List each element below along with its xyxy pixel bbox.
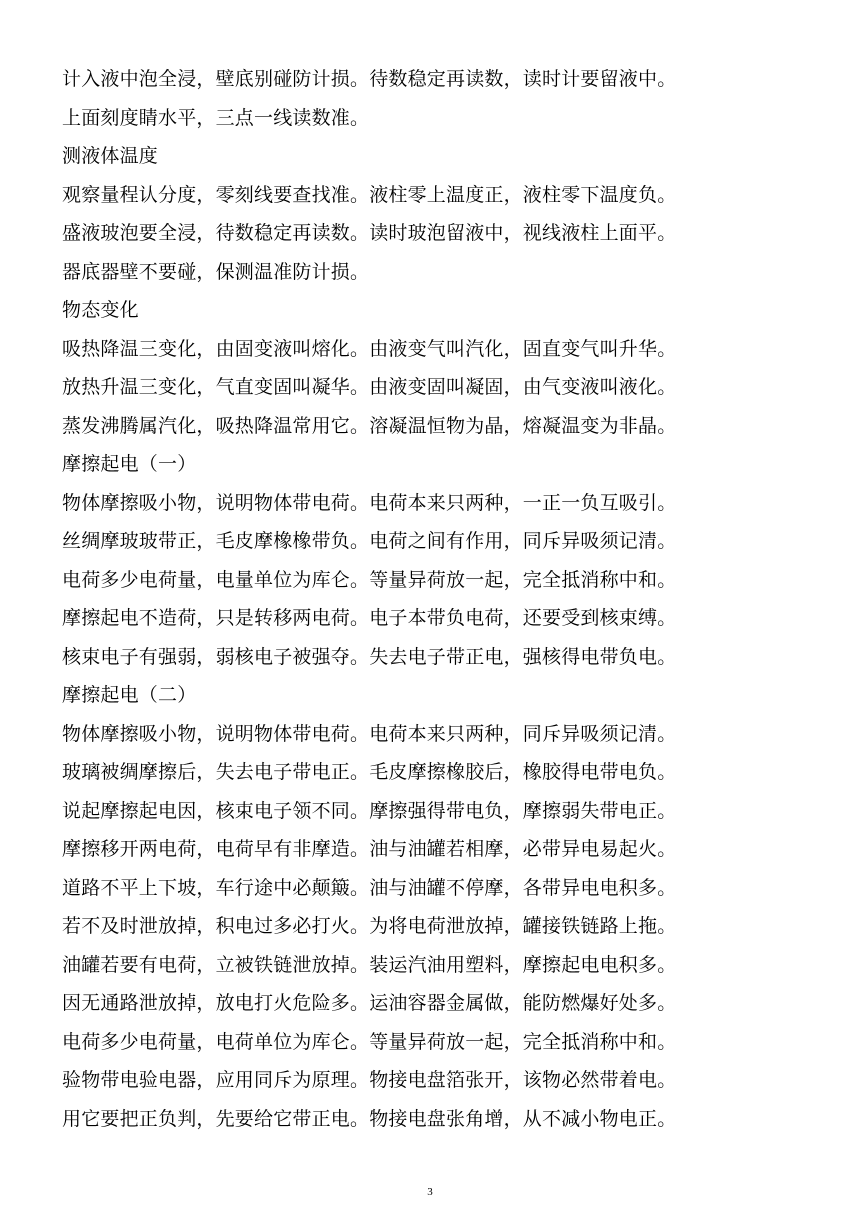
text-line: 蒸发沸腾属汽化，吸热降温常用它。溶凝温恒物为晶，熔凝温变为非晶。: [62, 414, 677, 437]
text-line: 核束电子有强弱，弱核电子被强夺。失去电子带正电，强核得电带负电。: [62, 645, 677, 668]
text-line: 油罐若要有电荷，立被铁链泄放掉。装运汽油用塑料，摩擦起电电积多。: [62, 953, 677, 976]
text-line: 吸热降温三变化，由固变液叫熔化。由液变气叫汽化，固直变气叫升华。: [62, 337, 677, 360]
text-line: 道路不平上下坡，车行途中必颠簸。油与油罐不停摩，各带异电电积多。: [62, 876, 677, 899]
section-heading: 物态变化: [62, 299, 139, 321]
text-line: 玻璃被绸摩擦后，失去电子带电正。毛皮摩擦橡胶后，橡胶得电带电负。: [62, 761, 677, 783]
text-line: 物体摩擦吸小物，说明物体带电荷。电荷本来只两种，一正一负互吸引。: [62, 491, 677, 514]
section-heading: 测液体温度: [62, 145, 159, 167]
text-line: 摩擦起电不造荷，只是转移两电荷。电子本带负电荷，还要受到核束缚。: [62, 607, 677, 629]
text-line: 用它要把正负判，先要给它带正电。物接电盘张角增，从不减小物电正。: [62, 1107, 677, 1130]
text-line: 计入液中泡全浸，壁底别碰防计损。待数稳定再读数，读时计要留液中。: [62, 68, 677, 90]
text-line: 器底器壁不要碰，保测温准防计损。: [62, 260, 370, 283]
text-line: 丝绸摩玻玻带正，毛皮摩橡橡带负。电荷之间有作用，同斥异吸须记清。: [62, 530, 677, 552]
text-line: 电荷多少电荷量，电荷单位为库仑。等量异荷放一起，完全抵消称中和。: [62, 1030, 677, 1053]
text-line: 因无通路泄放掉，放电打火危险多。运油容器金属做，能防燃爆好处多。: [62, 992, 677, 1014]
text-line: 上面刻度睛水平，三点一线读数准。: [62, 106, 370, 129]
page-number: 3: [427, 1186, 433, 1198]
text-body: [62, 60, 842, 1138]
text-line: 电荷多少电荷量，电量单位为库仑。等量异荷放一起，完全抵消称中和。: [62, 568, 677, 591]
text-line: 物体摩擦吸小物，说明物体带电荷。电荷本来只两种，同斥异吸须记清。: [62, 722, 677, 745]
text-line: 观察量程认分度，零刻线要查找准。液柱零上温度正，液柱零下温度负。: [62, 183, 677, 206]
text-line: 验物带电验电器，应用同斥为原理。物接电盘箔张开，该物必然带着电。: [62, 1069, 677, 1091]
text-line: 若不及时泄放掉，积电过多必打火。为将电荷泄放掉，罐接铁链路上拖。: [62, 915, 677, 937]
text-line: 说起摩擦起电因，核束电子领不同。摩擦强得带电负，摩擦弱失带电正。: [62, 799, 677, 822]
section-heading: 摩擦起电（二）: [62, 684, 197, 706]
text-line: 摩擦移开两电荷，电荷早有非摩造。油与油罐若相摩，必带异电易起火。: [62, 838, 677, 860]
text-line: 盛液玻泡要全浸，待数稳定再读数。读时玻泡留液中，视线液柱上面平。: [62, 222, 677, 244]
section-heading: 摩擦起电（一）: [62, 453, 197, 475]
text-line: 放热升温三变化，气直变固叫凝华。由液变固叫凝固，由气变液叫液化。: [62, 376, 677, 398]
